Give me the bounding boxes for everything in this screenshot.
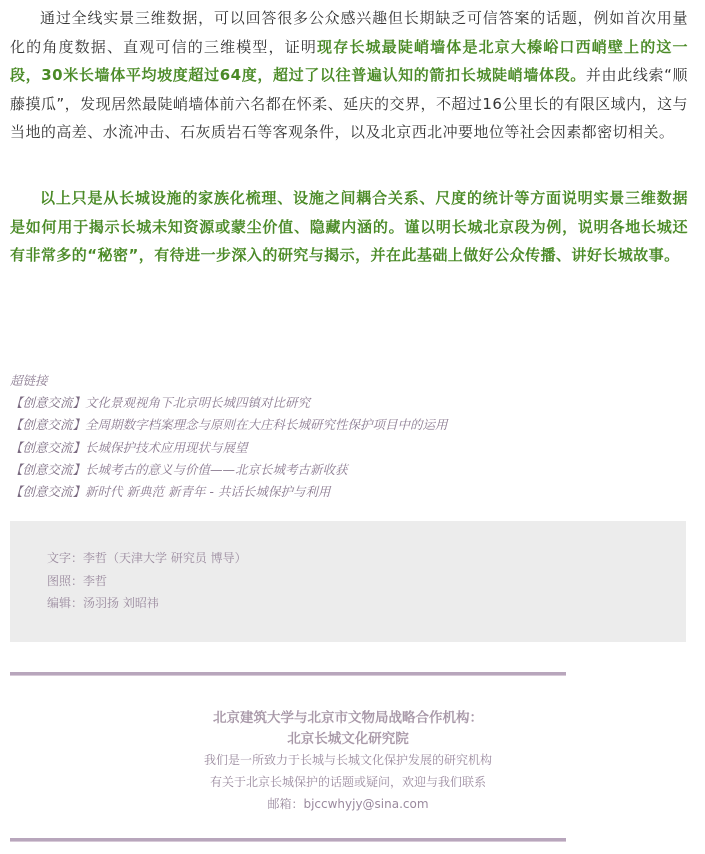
hyperlink-item[interactable] (10, 392, 610, 414)
credit-text-author: 文字：李哲（天津大学 研究员 博导） (47, 551, 247, 565)
para1-text-start: 通过全线实景三维数据，可以回答很多公众感兴趣但长期缺乏可信答案的话题，例如首次用量化的角度数据、直观可信的三维模型，证明 (10, 9, 688, 56)
hyperlink-item[interactable] (10, 481, 610, 503)
hyperlink-text[interactable]: 全周期数字档案理念与原则在大庄科长城研究性保护项目中的运用 (85, 417, 448, 433)
hyperlink-item[interactable] (10, 437, 610, 459)
article-paragraph-2: 以上只是从长城设施的家族化梳理、设施之间耦合关系、尺度的统计等方面说明实景三维数据是如何用于揭示长城未知资源或蒙尘价值、隐藏内涵的。谨以明长城北京段为例，说明各地长城还有非常多的“秘密”，有待进一步深入的研究与揭示，并在此基础上做好公众传播、讲好长城故事。 (10, 189, 688, 264)
para1-text-end: 并由此线索“顺藤摸瓜”，发现居然最陡峭墙体前六名都在怀柔、延庆的交界，不超过16公里长的有限区域内，这与当地的高差、水流冲击、石灰质岩石等客观条件，以及北京西北冲要地位等社会因素都密切相关。 (10, 66, 689, 141)
credit-editor: 编辑：汤羽扬 刘昭祎 (47, 596, 159, 610)
hyperlink-text[interactable]: 文化景观视角下北京明长城四镇对比研究 (85, 395, 311, 411)
article-paragraph-1 (10, 4, 688, 147)
org-name: 北京长城文化研究院 (287, 731, 409, 747)
hyperlink-text[interactable]: 长城保护技术应用现状与展望 (85, 439, 248, 455)
hyperlink-tag: 【创意交流】 (10, 395, 86, 411)
org-affiliation: 北京建筑大学与北京市文物局战略合作机构： (213, 710, 483, 726)
hyperlink-text[interactable]: 长城考古的意义与价值——北京长城考古新收获 (85, 461, 348, 477)
hyperlink-text[interactable]: 新时代 新典范 新青年 - 共话长城保护与利用 (85, 484, 331, 500)
hyperlink-tag: 【创意交流】 (10, 461, 86, 477)
hyperlinks-title: 超链接 (10, 373, 48, 388)
hyperlink-item[interactable] (10, 414, 610, 436)
credits-box (10, 521, 686, 642)
hyperlink-tag: 【创意交流】 (10, 439, 86, 455)
para1-highlight: 现存长城最陡峭墙体是北京大榛峪口西峭壁上的这一段，30米长墙体平均坡度超过64度，超过了以往普遍认知的箭扣长城陡峭墙体段。 (10, 37, 688, 84)
hyperlink-tag: 【创意交流】 (10, 484, 86, 500)
hyperlink-item[interactable] (10, 459, 610, 481)
divider-bottom (10, 838, 566, 842)
org-description: 我们是一所致力于长城与长城文化保护发展的研究机构 (203, 753, 492, 767)
org-email[interactable]: 邮箱：bjccwhyjy@sina.com (267, 797, 429, 811)
divider-top (10, 672, 566, 676)
credit-photo: 图照：李哲 (47, 573, 108, 588)
hyperlinks-section (10, 370, 610, 503)
org-contact-note: 有关于北京长城保护的话题或疑问，欢迎与我们联系 (209, 775, 486, 789)
hyperlink-tag: 【创意交流】 (10, 417, 86, 433)
